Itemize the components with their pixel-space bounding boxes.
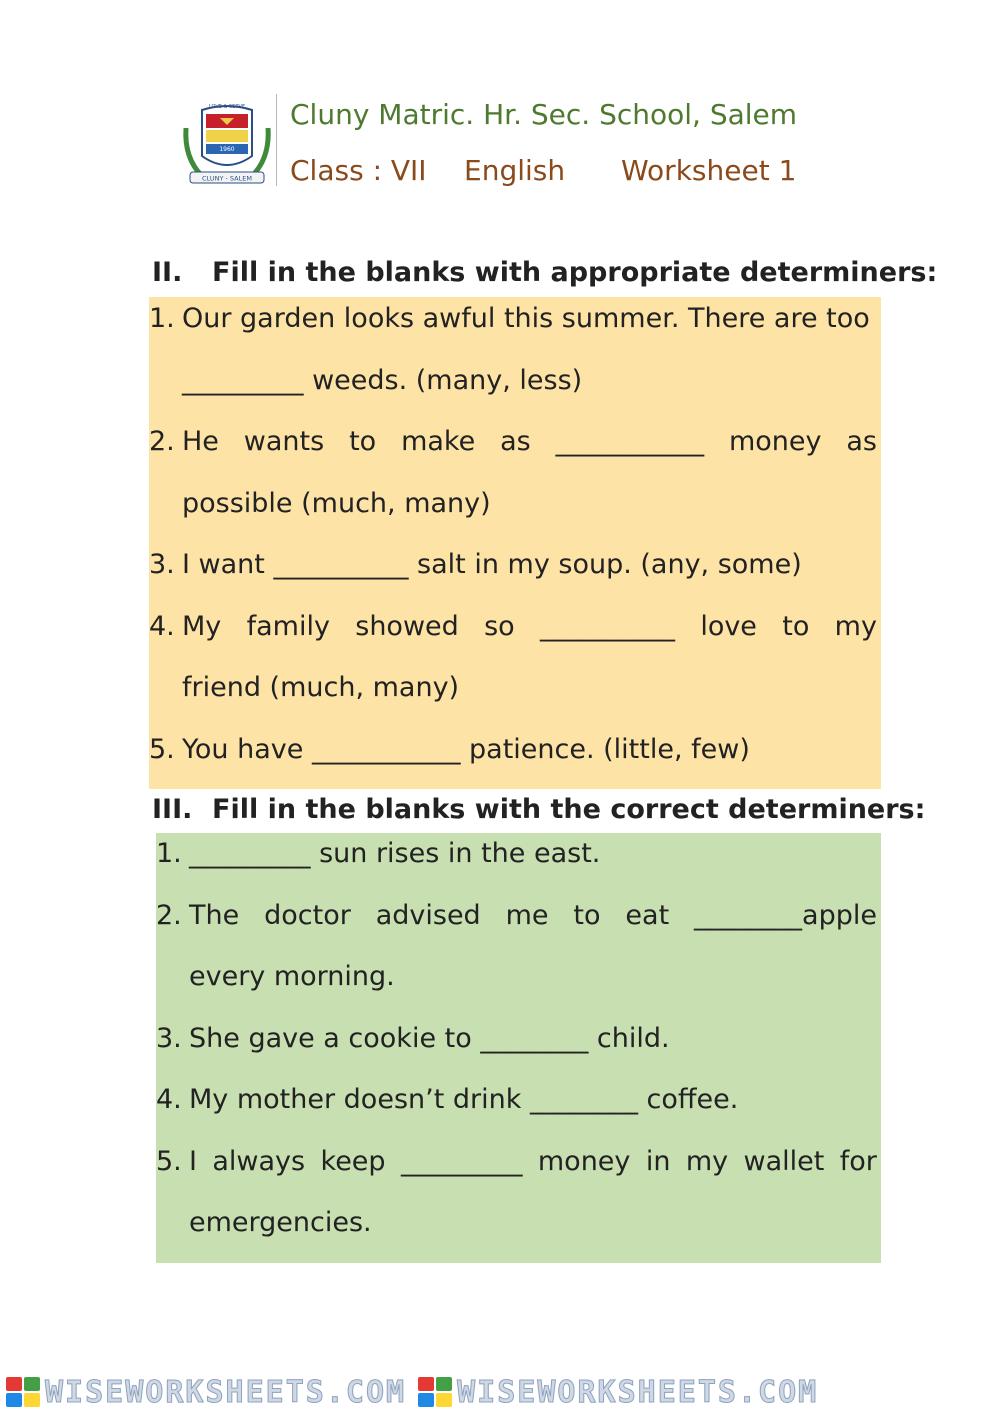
brand-text: WISEWORKSHEETS.COM	[45, 1374, 407, 1410]
question-word: as	[846, 426, 877, 457]
question-item	[149, 719, 881, 781]
question-number: 5.	[156, 1145, 182, 1177]
section-2-title	[152, 257, 937, 288]
question-text-line: My mother doesn’t drink ________ coffee.	[189, 1084, 739, 1115]
question-item	[149, 596, 881, 719]
subject-label: English	[464, 154, 566, 187]
question-text-line	[182, 411, 877, 473]
question-word: advised	[375, 899, 481, 931]
question-word: to	[573, 899, 601, 931]
question-text-line	[182, 596, 877, 658]
question-word: make	[401, 426, 476, 457]
question-word: The	[189, 899, 240, 931]
section-3-heading: Fill in the blanks with the correct determiners:	[212, 794, 926, 825]
question-text-line	[189, 1131, 877, 1193]
section-2-numeral: II.	[152, 257, 183, 288]
question-number: 4.	[156, 1084, 182, 1115]
question-number: 2.	[149, 426, 175, 457]
question-text-line: possible (much, many)	[182, 487, 491, 519]
question-number: 2.	[156, 899, 182, 931]
question-number: 1.	[149, 303, 175, 334]
question-item	[156, 823, 881, 885]
class-label: Class : VII	[290, 154, 427, 187]
question-word: money	[728, 426, 822, 457]
question-item	[156, 1131, 881, 1254]
class-subject-line	[290, 154, 796, 187]
question-word: always	[212, 1145, 306, 1177]
question-number: 5.	[149, 733, 175, 765]
section-3-numeral: III.	[152, 794, 193, 825]
question-word: family	[246, 610, 330, 642]
brand-logo-icon	[6, 1377, 40, 1407]
question-word: my	[834, 610, 877, 642]
question-word: _________	[400, 1145, 523, 1177]
question-word: ________apple	[694, 899, 877, 931]
question-text-line: I want __________ salt in my soup. (any, some)	[182, 549, 802, 580]
question-word: in	[645, 1145, 671, 1177]
brand-text: WISEWORKSHEETS.COM	[457, 1374, 819, 1410]
question-word: __________	[540, 610, 675, 642]
school-name: Cluny Matric. Hr. Sec. School, Salem	[290, 98, 798, 131]
question-number: 4.	[149, 610, 175, 642]
question-item	[156, 1069, 881, 1131]
question-text-line: friend (much, many)	[182, 672, 460, 703]
header-divider	[276, 94, 277, 186]
section-2-heading: Fill in the blanks with appropriate determiners:	[212, 257, 938, 288]
question-text-line	[189, 885, 877, 947]
question-word: to	[782, 610, 810, 642]
question-word: love	[700, 610, 757, 642]
question-word: My	[182, 610, 222, 642]
question-number: 3.	[149, 549, 175, 580]
logo-motto: LOVE & SERVE	[208, 104, 246, 110]
question-word: ___________	[555, 426, 705, 457]
logo-year: 1960	[219, 146, 235, 153]
question-word: wants	[243, 426, 325, 457]
question-word: showed	[355, 610, 459, 642]
question-text-line: You have ___________ patience. (little, few)	[182, 733, 750, 765]
question-text-line: every morning.	[189, 961, 395, 992]
question-item	[149, 534, 881, 596]
question-text-line: _________ sun rises in the east.	[189, 838, 601, 869]
question-word: my	[685, 1145, 729, 1177]
question-number: 3.	[156, 1022, 182, 1054]
section-2-question-box	[149, 297, 881, 789]
watermark-footer	[0, 1374, 1000, 1410]
question-word: He	[182, 426, 219, 457]
question-word: for	[839, 1145, 877, 1177]
question-word: money	[537, 1145, 631, 1177]
school-crest-logo	[180, 98, 274, 186]
question-text-line: Our garden looks awful this summer. There are too	[182, 303, 870, 334]
section-3-question-box	[156, 833, 881, 1263]
question-word: doctor	[264, 899, 351, 931]
brand-mark	[418, 1375, 818, 1410]
section-3-title	[152, 794, 925, 825]
question-text-line: _________ weeds. (many, less)	[182, 364, 583, 396]
worksheet-header	[180, 90, 820, 190]
question-word: so	[484, 610, 515, 642]
question-word: I	[189, 1145, 197, 1177]
question-text-line: She gave a cookie to ________ child.	[189, 1022, 670, 1054]
question-item	[156, 1008, 881, 1070]
question-item	[149, 288, 881, 411]
question-word: me	[505, 899, 549, 931]
brand-logo-icon	[418, 1377, 452, 1407]
question-word: to	[349, 426, 377, 457]
question-word: as	[500, 426, 531, 457]
brand-mark	[6, 1375, 406, 1410]
question-word: keep	[320, 1145, 386, 1177]
question-text-line: emergencies.	[189, 1207, 372, 1238]
logo-banner-text: CLUNY - SALEM	[202, 174, 252, 183]
question-number: 1.	[156, 838, 182, 869]
question-item	[149, 411, 881, 534]
worksheet-label: Worksheet 1	[621, 154, 797, 187]
question-item	[156, 885, 881, 1008]
question-word: wallet	[743, 1145, 825, 1177]
question-word: eat	[625, 899, 670, 931]
